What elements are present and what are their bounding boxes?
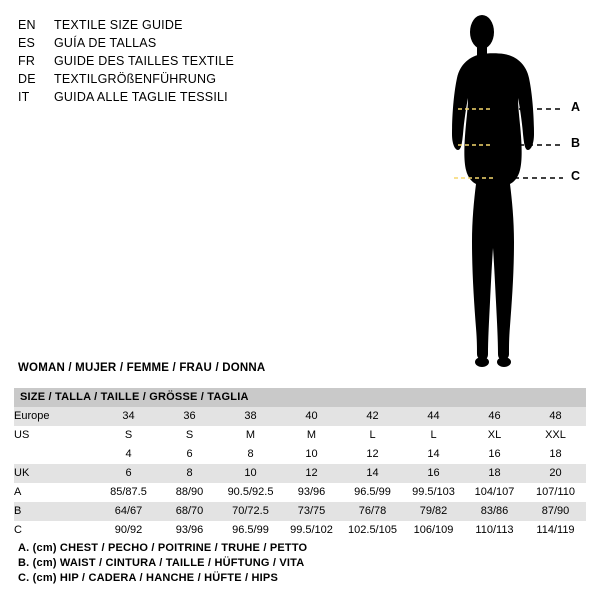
cell: 20 [525, 464, 586, 483]
cell: 38 [220, 407, 281, 426]
language-code: ES [18, 36, 36, 50]
language-row [18, 52, 318, 70]
language-title: TEXTILE SIZE GUIDE [54, 18, 183, 32]
cell: 87/90 [525, 502, 586, 521]
cell: 110/113 [464, 521, 525, 540]
cell: 8 [220, 445, 281, 464]
cell: M [220, 426, 281, 445]
cell: 48 [525, 407, 586, 426]
cell: 12 [281, 464, 342, 483]
cell: M [281, 426, 342, 445]
silhouette-icon [430, 10, 590, 370]
table-caption: WOMAN / MUJER / FEMME / FRAU / DONNA [18, 362, 266, 374]
row-label: Europe [14, 407, 98, 426]
cell: 96.5/99 [342, 483, 403, 502]
language-guide-block [18, 16, 318, 106]
cell: 6 [98, 464, 159, 483]
language-row [18, 70, 318, 88]
cell: 96.5/99 [220, 521, 281, 540]
cell: 90.5/92.5 [220, 483, 281, 502]
table-row [14, 445, 586, 464]
row-label: UK [14, 464, 98, 483]
cell: 12 [342, 445, 403, 464]
marker-label-b: B [571, 136, 581, 150]
cell: 18 [525, 445, 586, 464]
cell: 79/82 [403, 502, 464, 521]
table-row [14, 464, 586, 483]
table-header-row [14, 388, 586, 407]
language-title: GUIDE DES TAILLES TEXTILE [54, 54, 235, 68]
row-label [14, 445, 98, 464]
measurement-legend [18, 541, 307, 586]
cell: 85/87.5 [98, 483, 159, 502]
marker-label-c: C [571, 169, 581, 183]
cell: 114/119 [525, 521, 586, 540]
table-row [14, 426, 586, 445]
cell: 42 [342, 407, 403, 426]
language-title: GUÍA DE TALLAS [54, 36, 157, 50]
table-row [14, 407, 586, 426]
cell: 68/70 [159, 502, 220, 521]
cell: 99.5/102 [281, 521, 342, 540]
language-row [18, 88, 318, 106]
cell: 16 [403, 464, 464, 483]
language-code: IT [18, 90, 30, 104]
cell: 10 [281, 445, 342, 464]
cell: 44 [403, 407, 464, 426]
language-title: TEXTILGRÖßENFÜHRUNG [54, 72, 217, 86]
row-label: US [14, 426, 98, 445]
cell: 14 [403, 445, 464, 464]
cell: 90/92 [98, 521, 159, 540]
size-table [14, 388, 586, 540]
cell: 64/67 [98, 502, 159, 521]
cell: 36 [159, 407, 220, 426]
cell: 34 [98, 407, 159, 426]
cell: S [98, 426, 159, 445]
legend-line-c: C. (cm) HIP / CADERA / HANCHE / HÜFTE / HIPS [18, 572, 278, 584]
language-row [18, 16, 318, 34]
cell: 16 [464, 445, 525, 464]
cell: 46 [464, 407, 525, 426]
cell: 93/96 [159, 521, 220, 540]
table-row [14, 521, 586, 540]
language-code: FR [18, 54, 36, 68]
cell: 93/96 [281, 483, 342, 502]
cell: 102.5/105 [342, 521, 403, 540]
cell: 8 [159, 464, 220, 483]
cell: 106/109 [403, 521, 464, 540]
legend-line-b: B. (cm) WAIST / CINTURA / TAILLE / HÜFTUNG / VITA [18, 557, 305, 569]
cell: 10 [220, 464, 281, 483]
row-label: C [14, 521, 98, 540]
marker-label-a: A [571, 100, 581, 114]
cell: 18 [464, 464, 525, 483]
cell: 76/78 [342, 502, 403, 521]
cell: 107/110 [525, 483, 586, 502]
legend-line-a: A. (cm) CHEST / PECHO / POITRINE / TRUHE / PETTO [18, 542, 308, 554]
cell: 70/72.5 [220, 502, 281, 521]
cell: 99.5/103 [403, 483, 464, 502]
cell: 73/75 [281, 502, 342, 521]
cell: 40 [281, 407, 342, 426]
cell: 4 [98, 445, 159, 464]
cell: S [159, 426, 220, 445]
cell: 6 [159, 445, 220, 464]
table-row [14, 483, 586, 502]
language-code: DE [18, 72, 36, 86]
cell: XL [464, 426, 525, 445]
table-row [14, 502, 586, 521]
table-header-label: SIZE / TALLA / TAILLE / GRÖSSE / TAGLIA [14, 388, 586, 407]
cell: L [403, 426, 464, 445]
cell: 83/86 [464, 502, 525, 521]
cell: 14 [342, 464, 403, 483]
row-label: B [14, 502, 98, 521]
language-title: GUIDA ALLE TAGLIE TESSILI [54, 90, 228, 104]
cell: XXL [525, 426, 586, 445]
language-row [18, 34, 318, 52]
cell: 104/107 [464, 483, 525, 502]
language-code: EN [18, 18, 36, 32]
row-label: A [14, 483, 98, 502]
cell: 88/90 [159, 483, 220, 502]
cell: L [342, 426, 403, 445]
female-silhouette-figure [430, 10, 590, 370]
